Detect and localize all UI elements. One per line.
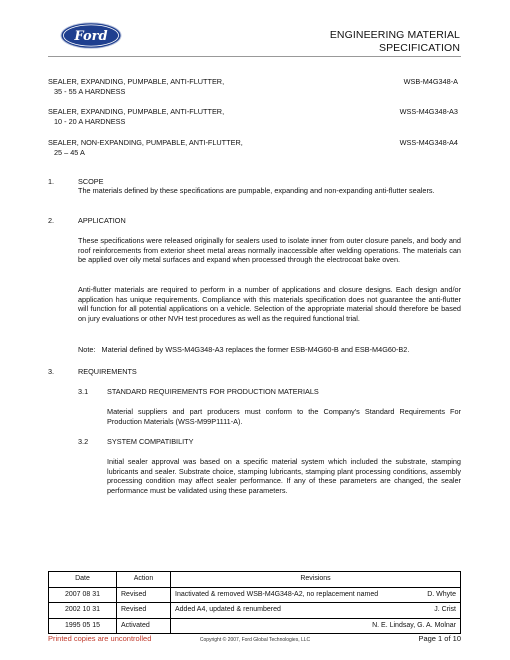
application-paragraph-1: These specifications were released originally for sealers used to isolate inner from outer closure panels, and body and roof reinforcements from exterior sheet metal areas normally inaccessible after welding operations. The materials can be applied over oily metal surfaces and expand when processed through the electrocoat bake oven. [78,236,461,265]
uncontrolled-copy-notice: Printed copies are uncontrolled [48,634,152,643]
standard-requirements-paragraph: Material suppliers and part producers must conform to the Company's Standard Requirements For Production Materials (WSS-M99P1111-A). [107,407,461,426]
column-header-revisions: Revisions [171,572,461,588]
subsection-title: STANDARD REQUIREMENTS FOR PRODUCTION MATERIALS [107,387,319,396]
application-note [78,345,461,355]
spec-name: SEALER, EXPANDING, PUMPABLE, ANTI-FLUTTER, [48,77,225,86]
spec-name: SEALER, NON-EXPANDING, PUMPABLE, ANTI-FLUTTER, [48,138,243,147]
section-title: APPLICATION [78,216,126,225]
revision-author: J. Crist [434,606,456,614]
revision-action: Revised [117,587,171,603]
spec-entry [48,77,461,97]
note-text: Material defined by WSS-M4G348-A3 replaces the former ESB-M4G60-B and ESB-M4G60-B2. [101,345,410,354]
copyright-notice: Copyright © 2007, Ford Global Technologies, LLC [199,637,311,643]
revision-date: 1995 05 15 [49,618,117,634]
spec-code: WSS-M4G348-A3 [399,107,458,116]
subsection-number: 3.1 [78,387,89,396]
revision-cell [171,603,461,619]
system-compatibility-paragraph: Initial sealer approval was based on a specific material system which included the substrate, stamping lubricants and sealer. Substrate choice, stamping lubricants, stamping plant processing conditions, assembly processing condition may affect sealer performance. If any of these parameters are changed, the sealer performance must be validated using these parameters. [107,457,461,495]
revision-date: 2002 10 31 [49,603,117,619]
revision-text: Added A4, updated & renumbered [175,606,281,614]
section-title: SCOPE [78,177,104,186]
table-row [49,603,461,619]
ford-logo [60,22,122,49]
revision-text: Inactivated & removed WSB-M4G348-A2, no replacement named [175,590,379,598]
revision-action: Revised [117,603,171,619]
spec-entry [48,107,461,127]
spec-hardness: 25 – 45 A [54,147,85,157]
section-title: REQUIREMENTS [78,367,137,376]
scope-paragraph: The materials defined by these specifications are pumpable, expanding and non-expanding anti-flutter sealers. [78,186,435,195]
note-label: Note: [78,345,96,354]
revision-table [48,571,461,634]
section-number: 3. [48,367,55,376]
spec-name: SEALER, EXPANDING, PUMPABLE, ANTI-FLUTTER, [48,107,225,116]
revision-header-row [49,572,461,588]
revision-cell [171,587,461,603]
spec-hardness: 10 - 20 A HARDNESS [54,116,126,126]
subsection-number: 3.2 [78,437,89,446]
ford-logo-text: Ford [74,29,108,44]
section-number: 1. [48,177,55,186]
column-header-date: Date [49,572,117,588]
section-number: 2. [48,216,55,225]
table-row [49,618,461,634]
spec-hardness: 35 - 55 A HARDNESS [54,86,126,96]
document-title: ENGINEERING MATERIAL SPECIFICATION [329,29,460,54]
subsection-title: SYSTEM COMPATIBILITY [107,437,194,446]
spec-code: WSB-M4G348-A [403,77,458,86]
revision-action: Activated [117,618,171,634]
revision-date: 2007 08 31 [49,587,117,603]
revision-author: D. Whyte [427,590,456,598]
application-paragraph-2: Anti-flutter materials are required to perform in a number of applications and closure designs. Each design and/or application has unique requirements. Compliance with this materials specification does not guarantee the anti-flutter will function for all potential applications on a vehicle. Selection of the appropriate material should therefore be based on jury evaluations or other NVH test procedures as well as the required functional trial. [78,285,461,323]
spec-code: WSS-M4G348-A4 [399,138,458,147]
table-row [49,587,461,603]
revision-cell [171,618,461,634]
spec-entry [48,138,461,158]
revision-author: N. E. Lindsay, G. A. Molnar [372,621,456,629]
header-divider [48,56,461,57]
page-number: Page 1 of 10 [418,634,461,643]
column-header-action: Action [117,572,171,588]
